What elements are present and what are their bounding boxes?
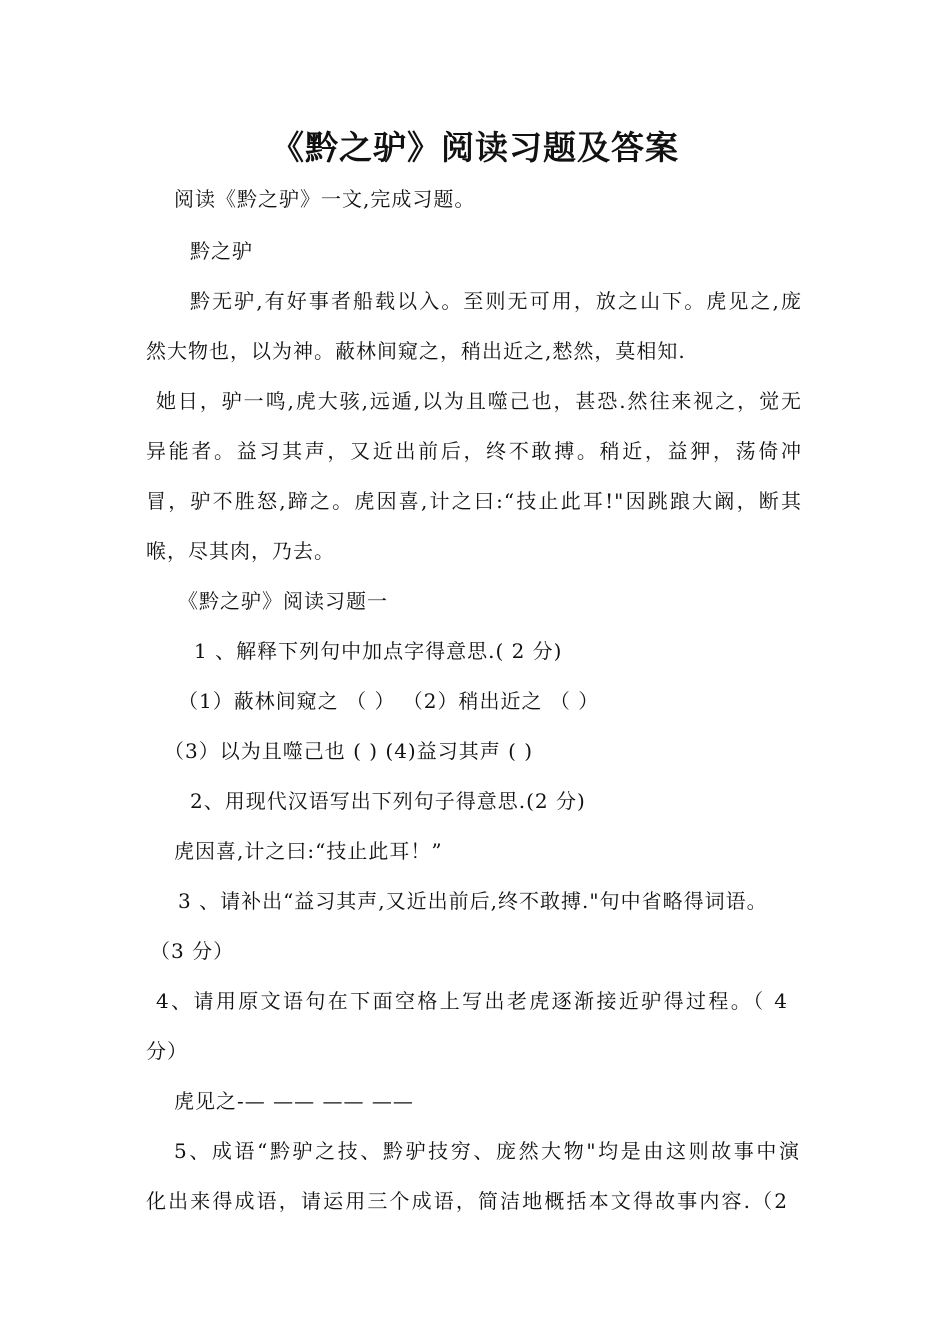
question-1: 1 、解释下列句中加点字得意思.( 2 分)	[194, 639, 563, 663]
passage-line-3: 她日，驴一鸣,虎大骇,远遁,以为且噬己也，甚恐.然往来视之，觉无	[156, 389, 802, 413]
question-1-items-b: （3）以为且噬己也 ( ) (4)益习其声 ( )	[164, 739, 534, 763]
passage-line-5: 冒，驴不胜怒,蹄之。虎因喜,计之曰:“技止此耳!"因跳踉大阚，断其	[146, 489, 802, 513]
passage-line-2: 然大物也，以为神。蔽林间窥之，稍出近之,慭然，莫相知.	[146, 339, 686, 363]
document-title: 《黔之驴》阅读习题及答案	[271, 128, 679, 167]
passage-line-1: 黔无驴,有好事者船载以入。至则无可用，放之山下。虎见之,庞	[190, 289, 802, 313]
question-3-line-2: （3 分）	[150, 939, 235, 963]
question-5-line-2: 化出来得成语，请运用三个成语，简洁地概括本文得故事内容.（2	[146, 1189, 788, 1213]
exercise-heading: 《黔之驴》阅读习题一	[178, 589, 388, 613]
question-4-line-1: 4、请用原文语句在下面空格上写出老虎逐渐接近驴得过程。（ 4	[156, 989, 788, 1013]
question-4-line-2: 分）	[146, 1039, 188, 1063]
passage-title: 黔之驴	[190, 239, 253, 263]
question-5-line-1: 5、成语“黔驴之技、黔驴技穷、庞然大物"均是由这则故事中演	[174, 1139, 800, 1163]
passage-line-6: 喉，尽其肉，乃去。	[146, 539, 335, 563]
question-2: 2、用现代汉语写出下列句子得意思.(2 分)	[190, 789, 586, 813]
question-1-items-a: （1）蔽林间窥之 （ ） （2）稍出近之 （ ）	[178, 689, 600, 713]
intro-text: 阅读《黔之驴》一文,完成习题。	[174, 187, 476, 211]
question-2-sentence: 虎因喜,计之曰:“技止此耳！”	[174, 839, 443, 863]
passage-line-4: 异能者。益习其声，又近出前后，终不敢搏。稍近，益狎，荡倚冲	[146, 439, 802, 463]
question-4-answer-blank: 虎见之-— —— —— ——	[174, 1089, 414, 1113]
question-3-line-1: 3 、请补出“益习其声,又近出前后,终不敢搏."句中省略得词语。	[178, 889, 768, 913]
